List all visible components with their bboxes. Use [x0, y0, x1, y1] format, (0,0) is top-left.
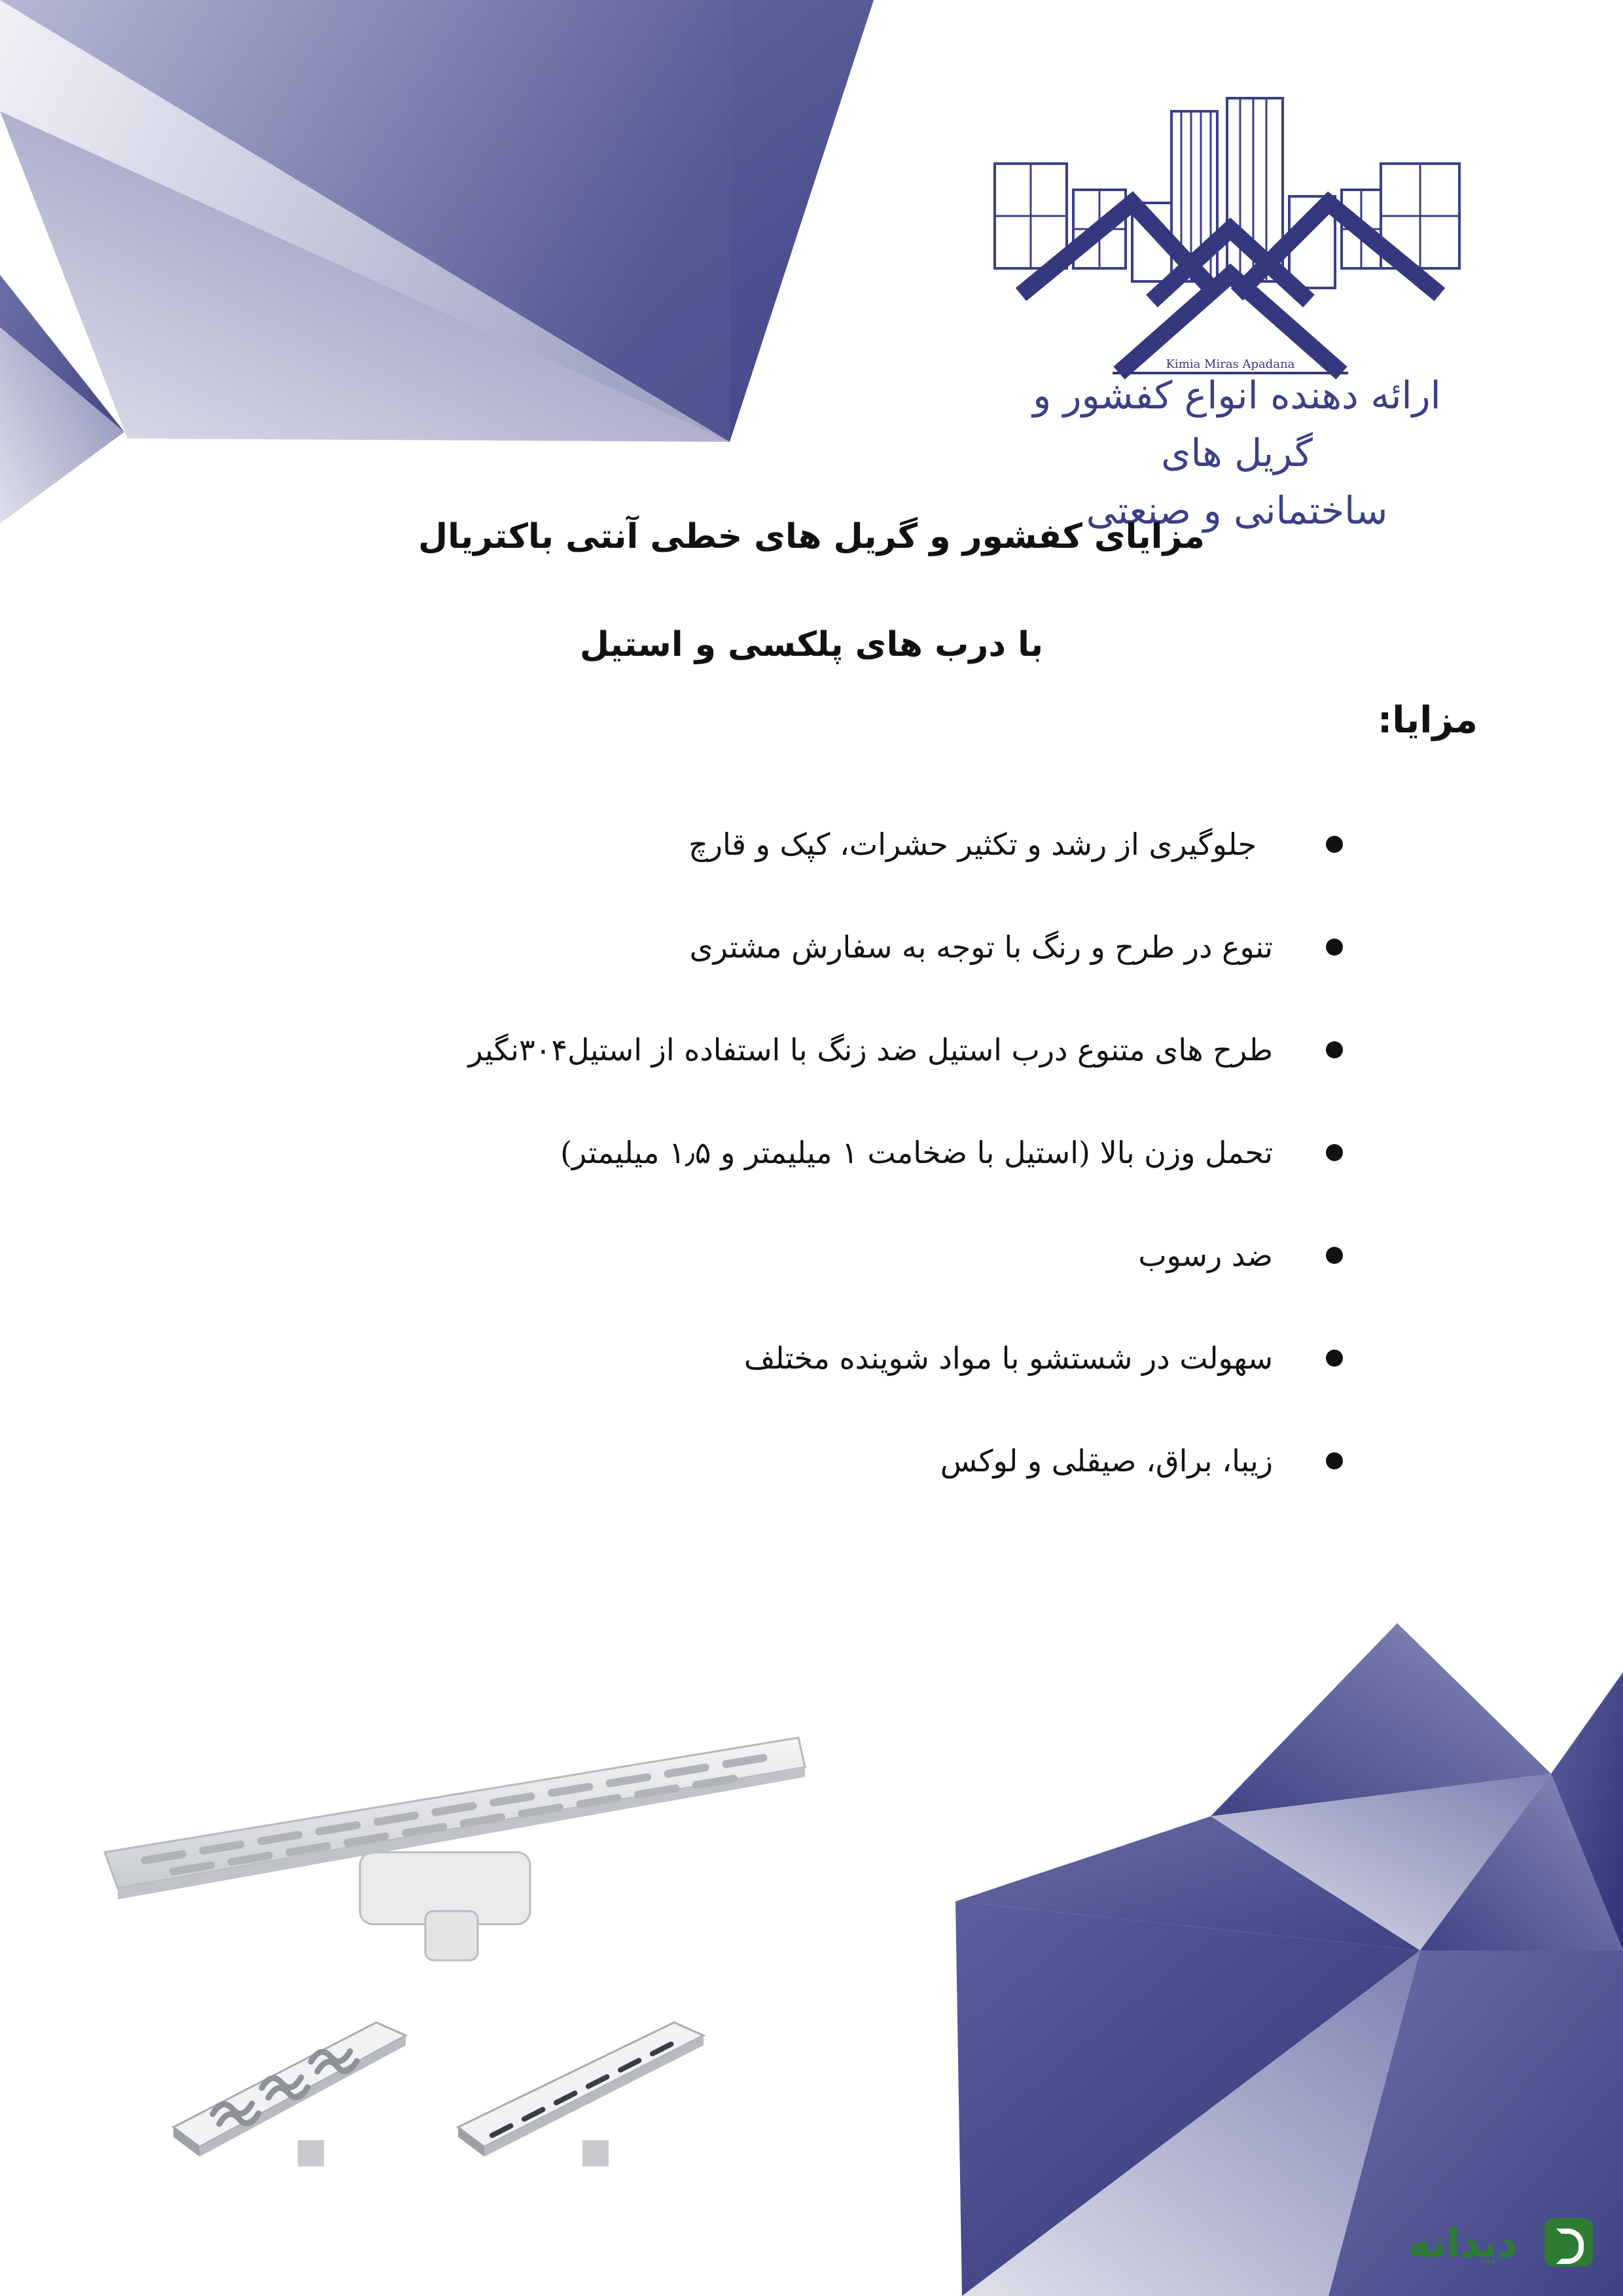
- watermark-logo-icon: [1544, 2218, 1593, 2267]
- svg-text:Kimia Miras Apadana: Kimia Miras Apadana: [1166, 357, 1295, 371]
- logo-caption-line-1: ارائه دهنده انواع کفشور و گریل های: [1033, 373, 1441, 475]
- benefit-text: تنوع در طرح و رنگ با توجه به سفارش مشتری: [689, 929, 1273, 965]
- benefit-text: ضد رسوب: [1138, 1238, 1273, 1273]
- logo-caption-line-2: ساختمانی و صنعتی: [1086, 488, 1388, 533]
- list-item: [0, 1232, 1623, 1311]
- watermark-text: دیدانه: [1408, 2221, 1518, 2267]
- list-item: [0, 924, 1623, 1003]
- linear-drain-product-image: [98, 1715, 831, 1964]
- page-title-line-1: مزایای کفشور و گریل های خطی آنتی باکتریال: [418, 517, 1205, 556]
- bullet-icon: [1326, 836, 1343, 853]
- company-logo: [982, 85, 1479, 386]
- bullet-icon: [1326, 1247, 1343, 1264]
- benefit-text: طرح های متنوع درب استیل ضد زنگ با استفاده از استیل۳۰۴نگیر: [468, 1032, 1273, 1067]
- benefit-text: سهولت در شستشو با مواد شوینده مختلف: [743, 1340, 1273, 1376]
- list-item: [0, 821, 1623, 900]
- benefit-text: زیبا، براق، صیقلی و لوکس: [940, 1443, 1273, 1479]
- building-logo-icon: [982, 85, 1479, 386]
- bullet-icon: [1326, 1452, 1343, 1469]
- list-item: [0, 1130, 1623, 1208]
- benefits-heading: مزایا:: [1377, 699, 1478, 742]
- bullet-icon: [1326, 1350, 1343, 1367]
- bullet-icon: [1326, 1144, 1343, 1161]
- list-item: [0, 1335, 1623, 1414]
- watermark: [1381, 2209, 1597, 2274]
- page-title-line-2: با درب های پلکسی و استیل: [579, 625, 1044, 664]
- benefit-text: تحمل وزن بالا (استیل با ضخامت ۱ میلیمتر و ۱٫۵ میلیمتر): [560, 1135, 1273, 1170]
- benefit-text: جلوگیری از رشد و تکثیر حشرات، کپک و قارچ: [688, 827, 1257, 862]
- bullet-icon: [1326, 1041, 1343, 1058]
- bullet-icon: [1326, 939, 1343, 956]
- logo-caption: [1008, 367, 1466, 539]
- list-item: [0, 1027, 1623, 1105]
- wave-grate-product-image: [160, 2009, 409, 2186]
- list-item: [0, 1438, 1623, 1516]
- slot-grate-product-image: [452, 2009, 713, 2186]
